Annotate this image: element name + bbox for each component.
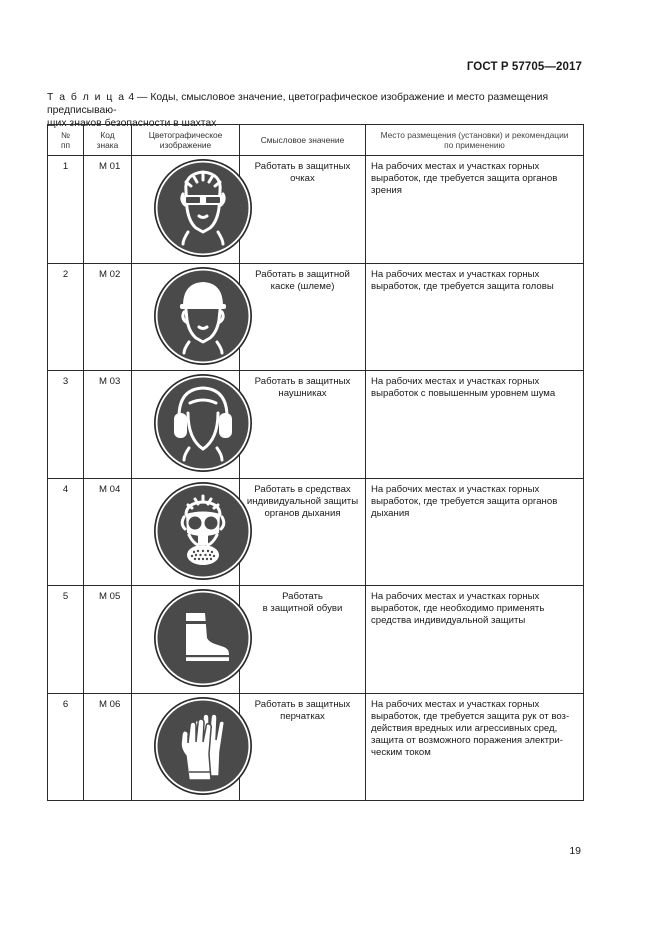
row-image [132, 586, 240, 694]
goggles-icon [153, 158, 253, 258]
row-num: 6 [48, 693, 84, 801]
row-place: На рабочих местах и участках горных выработок, где требуется защита органов дыхания [366, 478, 584, 586]
row-place: На рабочих местах и участках горных выработок, где требуется защита головы [366, 263, 584, 371]
table-row [48, 693, 584, 801]
row-code: М 04 [84, 478, 132, 586]
header-code: Код знака [84, 125, 132, 156]
table-header-row [48, 125, 584, 156]
row-image [132, 478, 240, 586]
row-code: М 02 [84, 263, 132, 371]
row-meaning: Работать в средствах индивидуальной защиты органов дыхания [240, 478, 366, 586]
row-place: На рабочих местах и участках горных выработок, где необходимо применять средства индивидуальной защиты [366, 586, 584, 694]
table-row [48, 371, 584, 479]
header-image: Цветографическое изображение [132, 125, 240, 156]
row-num: 1 [48, 156, 84, 264]
ear-protection-icon [153, 373, 253, 473]
row-image [132, 263, 240, 371]
row-code: М 01 [84, 156, 132, 264]
row-meaning: Работать в защитной каске (шлеме) [240, 263, 366, 371]
row-meaning: Работать в защитной обуви [240, 586, 366, 694]
helmet-icon [153, 266, 253, 366]
caption-text-line2: щих знаков безопасности в шахтах [47, 118, 217, 129]
row-place: На рабочих местах и участках горных выработок, где требуется защита органов зрения [366, 156, 584, 264]
row-num: 2 [48, 263, 84, 371]
row-image [132, 156, 240, 264]
header-meaning: Смысловое значение [240, 125, 366, 156]
respirator-icon [153, 481, 253, 581]
caption-text-line1: 4 — Коды, смысловое значение, цветографическое изображение и место размещения предписываю- [47, 92, 549, 116]
row-meaning: Работать в защитных наушниках [240, 371, 366, 479]
row-meaning: Работать в защитных перчатках [240, 693, 366, 801]
safety-boot-icon [153, 588, 253, 688]
document-code: ГОСТ Р 57705—2017 [466, 61, 582, 73]
page-number: 19 [569, 845, 581, 857]
row-place: На рабочих местах и участках горных выработок с повышенным уровнем шума [366, 371, 584, 479]
table-row [48, 263, 584, 371]
row-code: М 03 [84, 371, 132, 479]
table-row [48, 478, 584, 586]
row-num: 3 [48, 371, 84, 479]
safety-signs-table [47, 124, 584, 801]
row-code: М 06 [84, 693, 132, 801]
header-place: Место размещения (установки) и рекомендации по применению [366, 125, 584, 156]
row-num: 4 [48, 478, 84, 586]
row-meaning: Работать в защитных очках [240, 156, 366, 264]
row-code: М 05 [84, 586, 132, 694]
caption-label: Т а б л и ц а [47, 92, 126, 103]
table-row [48, 586, 584, 694]
row-place: На рабочих местах и участках горных выработок, где требуется защита рук от воз- действия вредных или агрессивных сред, защита от возможного поражения электри- ческим током [366, 693, 584, 801]
gloves-icon [153, 696, 253, 796]
header-num: № пп [48, 125, 84, 156]
row-image [132, 693, 240, 801]
row-num: 5 [48, 586, 84, 694]
row-image [132, 371, 240, 479]
table-row [48, 156, 584, 264]
